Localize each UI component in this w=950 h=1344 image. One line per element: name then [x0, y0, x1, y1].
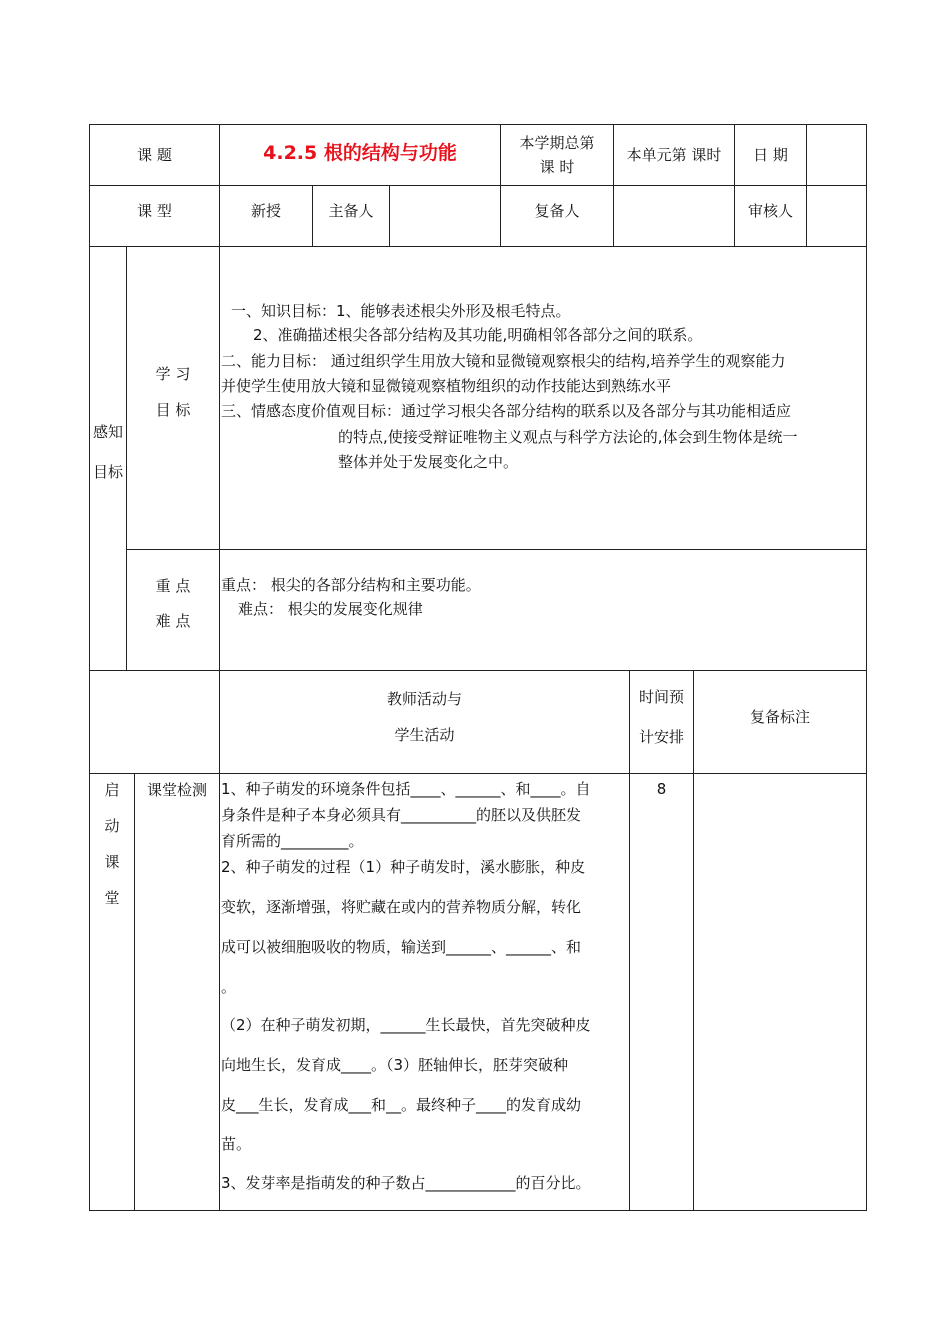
goal-line: 2、准确描述根尖各部分结构及其功能,明确相邻各部分之间的联系。: [253, 326, 703, 344]
rule: [866, 124, 867, 1211]
exercise-line: 变软，逐渐增强，将贮藏在或内的营养物质分解，转化: [221, 898, 582, 916]
opening-label-char: 课: [104, 853, 120, 871]
topic-label: 课 题: [137, 146, 172, 164]
notes-header: 复备标注: [749, 708, 810, 726]
exercise-line: 苗。: [221, 1135, 252, 1153]
opening-label-char: 堂: [104, 889, 120, 907]
exercise-line: 身条件是种子本身必须具有__________的胚以及供胚发: [221, 806, 582, 824]
rule: [89, 246, 867, 247]
goal-line: 二、能力目标： 通过组织学生用放大镜和显微镜观察根尖的结构,培养学生的观察能力: [221, 352, 786, 370]
rule: [126, 549, 867, 550]
semester-total-label-2: 课 时: [539, 158, 575, 176]
exercise-line: 2、种子萌发的过程（1）种子萌发时，溪水膨胀，种皮: [221, 858, 586, 876]
rule: [89, 670, 867, 671]
exercise-line: 1、种子萌发的环境条件包括____、______、和____。自: [221, 780, 591, 798]
difficult-point: 难点： 根尖的发展变化规律: [238, 600, 423, 618]
goal-line: 的特点,使接受辩证唯物主义观点与科学方法论的,体会到生物体是统一: [338, 428, 798, 446]
opening-label-char: 动: [104, 817, 120, 835]
exercise-line: 3、发芽率是指萌发的种子数占____________的百分比。: [221, 1174, 591, 1192]
semester-total-label: 本学期总第: [519, 134, 595, 152]
perception-goals-label-2: 目标: [92, 463, 123, 481]
unit-lesson-label: 本单元第 课时: [626, 146, 722, 164]
activity-header-2: 学生活动: [394, 726, 455, 744]
rule: [693, 670, 694, 1211]
learning-goals-label-2: 目 标: [155, 401, 191, 419]
rule: [629, 670, 630, 1211]
rule: [89, 1210, 867, 1211]
type-label: 课 型: [137, 202, 172, 220]
reviewer-label: 审核人: [747, 202, 793, 220]
co-preparer-label: 复备人: [534, 202, 580, 220]
exercise-line: 育所需的_________。: [221, 832, 364, 850]
key-point: 重点： 根尖的各部分结构和主要功能。: [221, 576, 481, 594]
time-header: 时间预: [638, 688, 684, 706]
rule: [89, 773, 867, 774]
rule: [806, 124, 807, 246]
rule: [134, 773, 135, 1211]
time-header-2: 计安排: [638, 728, 684, 746]
goal-line: 整体并处于发展变化之中。: [338, 453, 519, 471]
classroom-check-label: 课堂检测: [146, 781, 207, 799]
key-difficult-label-2: 难 点: [155, 612, 191, 630]
key-difficult-label: 重 点: [155, 577, 191, 595]
preparer-label: 主备人: [328, 202, 374, 220]
lesson-title: 4.2.5 根的结构与功能: [263, 142, 457, 164]
exercise-line: 成可以被细胞吸收的物质，输送到______、______、和: [221, 938, 582, 956]
rule: [89, 185, 867, 186]
exercise-line: 向地生长，发育成____。（3）胚轴伸长，胚芽突破种: [221, 1056, 569, 1074]
rule: [89, 124, 90, 1211]
perception-goals-label: 感知: [92, 423, 123, 441]
goal-line: 一、知识目标：1、能够表述根尖外形及根毛特点。: [231, 302, 571, 320]
time-estimate: 8: [656, 780, 667, 798]
goal-line: 并使学生使用放大镜和显微镜观察植物组织的动作技能达到熟练水平: [221, 377, 672, 395]
rule: [89, 124, 867, 125]
exercise-line: 。: [221, 978, 237, 996]
rule: [389, 185, 390, 246]
goal-line: 三、情感态度价值观目标：通过学习根尖各部分结构的联系以及各部分与其功能相适应: [221, 402, 792, 420]
exercise-line: （2）在种子萌发初期，______生长最快，首先突破种皮: [221, 1016, 591, 1034]
opening-label-char: 启: [104, 781, 120, 799]
learning-goals-label: 学 习: [155, 365, 191, 383]
exercise-line: 皮___生长，发育成___和__。最终种子____的发育成幼: [221, 1096, 582, 1114]
activity-header: 教师活动与: [386, 690, 462, 708]
rule: [613, 124, 614, 246]
rule: [734, 124, 735, 246]
rule: [219, 124, 220, 1211]
type-value: 新授: [250, 202, 281, 220]
date-label: 日 期: [753, 146, 788, 164]
rule: [126, 246, 127, 670]
